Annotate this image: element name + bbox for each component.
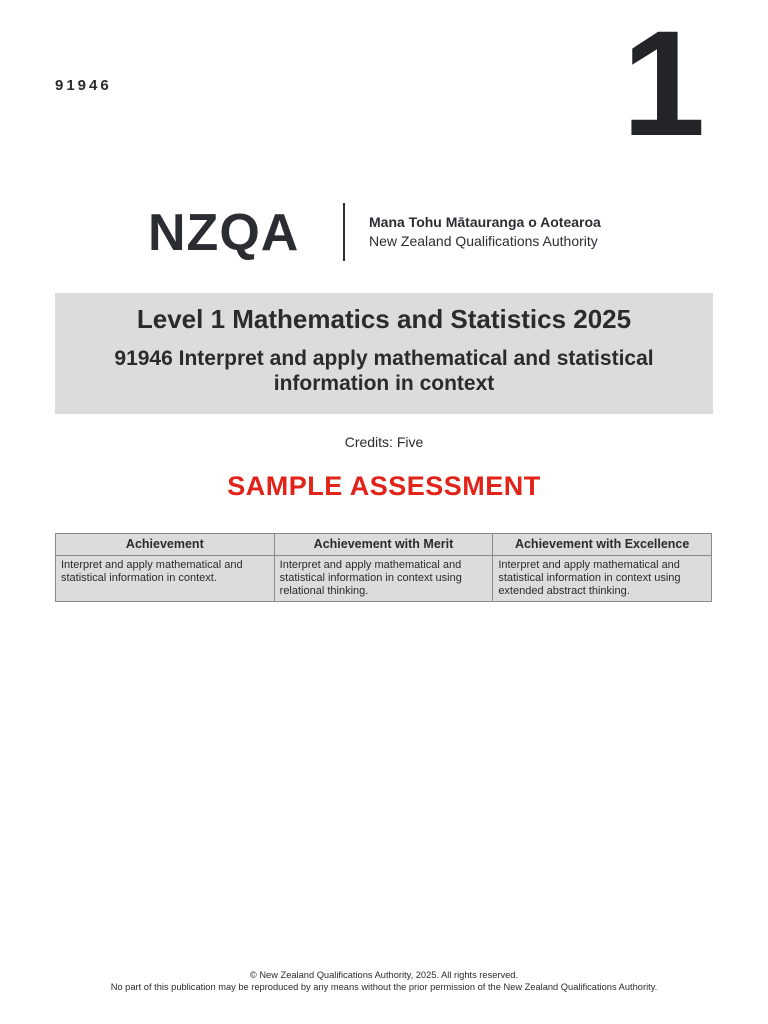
standard-code: 91946 <box>55 77 112 94</box>
logo-divider <box>343 203 345 261</box>
logo-text <box>369 213 601 251</box>
sample-assessment-label: SAMPLE ASSESSMENT <box>227 471 541 501</box>
standard-title: 91946 Interpret and apply mathematical and statistical information in context <box>114 347 654 395</box>
header-excellence: Achievement with Excellence <box>493 534 712 556</box>
logo-maori-name: Mana Tohu Mātauranga o Aotearoa <box>369 214 601 230</box>
nzqa-logo <box>148 203 628 265</box>
table-header-row <box>56 534 712 556</box>
logo-english-name: New Zealand Qualifications Authority <box>369 233 598 249</box>
criteria-table <box>55 533 712 602</box>
cell-excellence: Interpret and apply mathematical and statistical information in context using extended abstract thinking. <box>493 556 712 602</box>
credits-label: Credits: Five <box>344 434 424 450</box>
table-row <box>56 556 712 602</box>
level-number: 1 <box>622 0 706 167</box>
logo-wordmark: NZQA <box>148 204 300 262</box>
header-achievement: Achievement <box>56 534 275 556</box>
reproduction-notice: No part of this publication may be reproduced by any means without the prior permission of the New Zealand Qualifications Authority. <box>110 982 658 992</box>
page-title: Level 1 Mathematics and Statistics 2025 <box>136 304 632 334</box>
header-merit: Achievement with Merit <box>274 534 493 556</box>
title-box <box>55 293 713 414</box>
cell-achievement: Interpret and apply mathematical and statistical information in context. <box>56 556 275 602</box>
cell-merit: Interpret and apply mathematical and statistical information in context using relational thinking. <box>274 556 493 602</box>
footer <box>0 969 768 993</box>
copyright-text: © New Zealand Qualifications Authority, 2025. All rights reserved. <box>249 970 519 980</box>
